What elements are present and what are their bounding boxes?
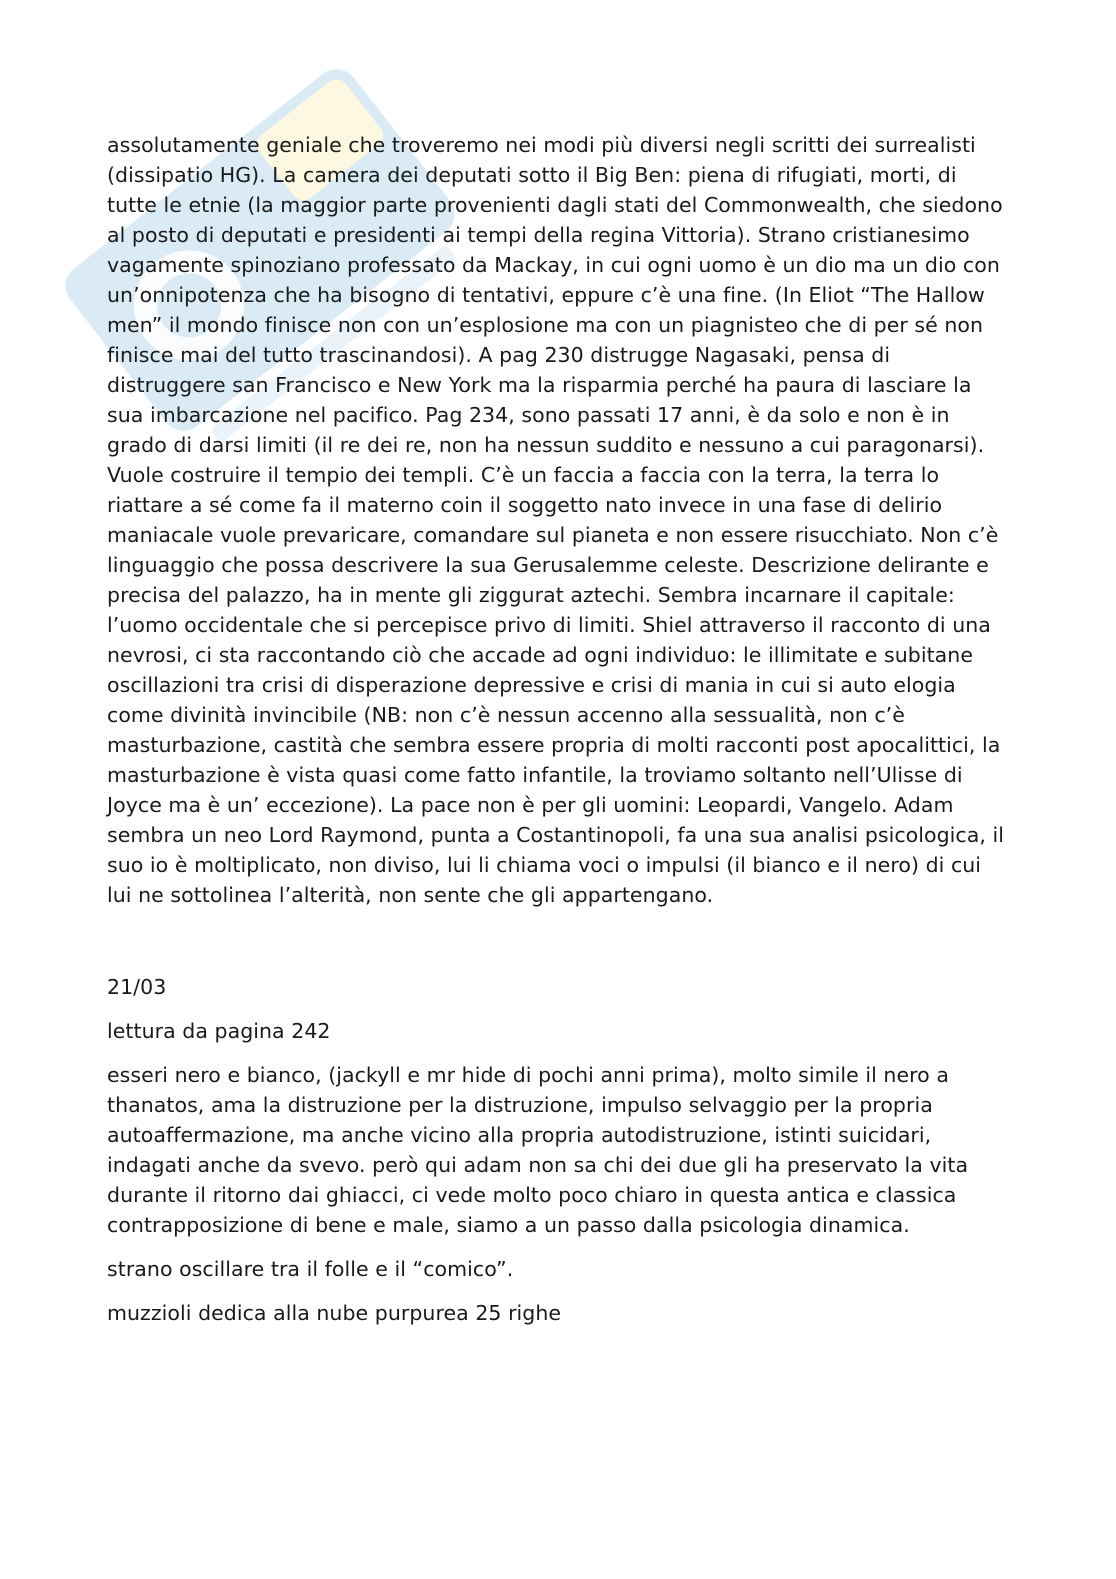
section-gap <box>107 910 1012 972</box>
paragraph-4: muzzioli dedica alla nube purpurea 25 righe <box>107 1301 562 1325</box>
paragraph-2: esseri nero e bianco, (jackyll e mr hide di pochi anni prima), molto simile il nero a thanatos, ama la distruzione per la distruzione, impulso selvaggio per la propria autoaffermazione, ma anche vicino alla propria autodistruzione, istinti suicidari, indagati anche da svevo. però qui adam non sa chi dei due gli ha preservato la vita durante il ritorno dai ghiacci, ci vede molto poco chiaro in questa antica e classica contrapposizione di bene e male, siamo a un passo dalla psicologia dinamica. <box>107 1063 969 1237</box>
entry-date: 21/03 <box>107 975 167 999</box>
document-page <box>107 130 1012 1328</box>
paragraph-3: strano oscillare tra il folle e il “comico”. <box>107 1257 514 1281</box>
reading-note: lettura da pagina 242 <box>107 1019 331 1043</box>
paragraph-1: assolutamente geniale che troveremo nei modi più diversi negli scritti dei surrealisti (dissipatio HG). La camera dei deputati sotto il Big Ben: piena di rifugiati, morti, di tutte le etnie (la maggior parte provenienti dagli stati del Commonwealth, che siedono al posto di deputati e presidenti ai tempi della regina Vittoria). Strano cristianesimo vagamente spinoziano professato da Mackay, in cui ogni uomo è un dio ma un dio con un’onnipotenza che ha bisogno di tentativi, eppure c’è una fine. (In Eliot “The Hallow men” il mondo finisce non con un’esplosione ma con un piagnisteo che di per sé non finisce mai del tutto trascinandosi). A pag 230 distrugge Nagasaki, pensa di distruggere san Francisco e New York ma la risparmia perché ha paura di lasciare la sua imbarcazione nel pacifico. Pag 234, sono passati 17 anni, è da solo e non è in grado di darsi limiti (il re dei re, non ha nessun suddito e nessuno a cui paragonarsi). Vuole costruire il tempio dei templi. C’è un faccia a faccia con la terra, la terra lo riattare a sé come fa il materno coin il soggetto nato invece in una fase di delirio maniacale vuole prevaricare, comandare sul pianeta e non essere risucchiato. Non c’è linguaggio che possa descrivere la sua Gerusalemme celeste. Descrizione delirante e precisa del palazzo, ha in mente gli ziggurat aztechi. Sembra incarnare il capitale: l’uomo occidentale che si percepisce privo di limiti. Shiel attraverso il racconto di una nevrosi, ci sta raccontando ciò che accade ad ogni individuo: le illimitate e subitane oscillazioni tra crisi di disperazione depressive e crisi di mania in cui si auto elogia come divinità invincibile (NB: non c’è nessun accenno alla sessualità, non c’è masturbazione, castità che sembra essere propria di molti racconti post apocalittici, la masturbazione è vista quasi come fatto infantile, la troviamo soltanto nell’Ulisse di Joyce ma è un’ eccezione). La pace non è per gli uomini: Leopardi, Vangelo. Adam sembra un neo Lord Raymond, punta a Costantinopoli, fa una sua analisi psicologica, il suo io è moltiplicato, non diviso, lui li chiama voci o impulsi (il bianco e il nero) di cui lui ne sottolinea l’alterità, non sente che gli appartengano. <box>107 133 1004 907</box>
